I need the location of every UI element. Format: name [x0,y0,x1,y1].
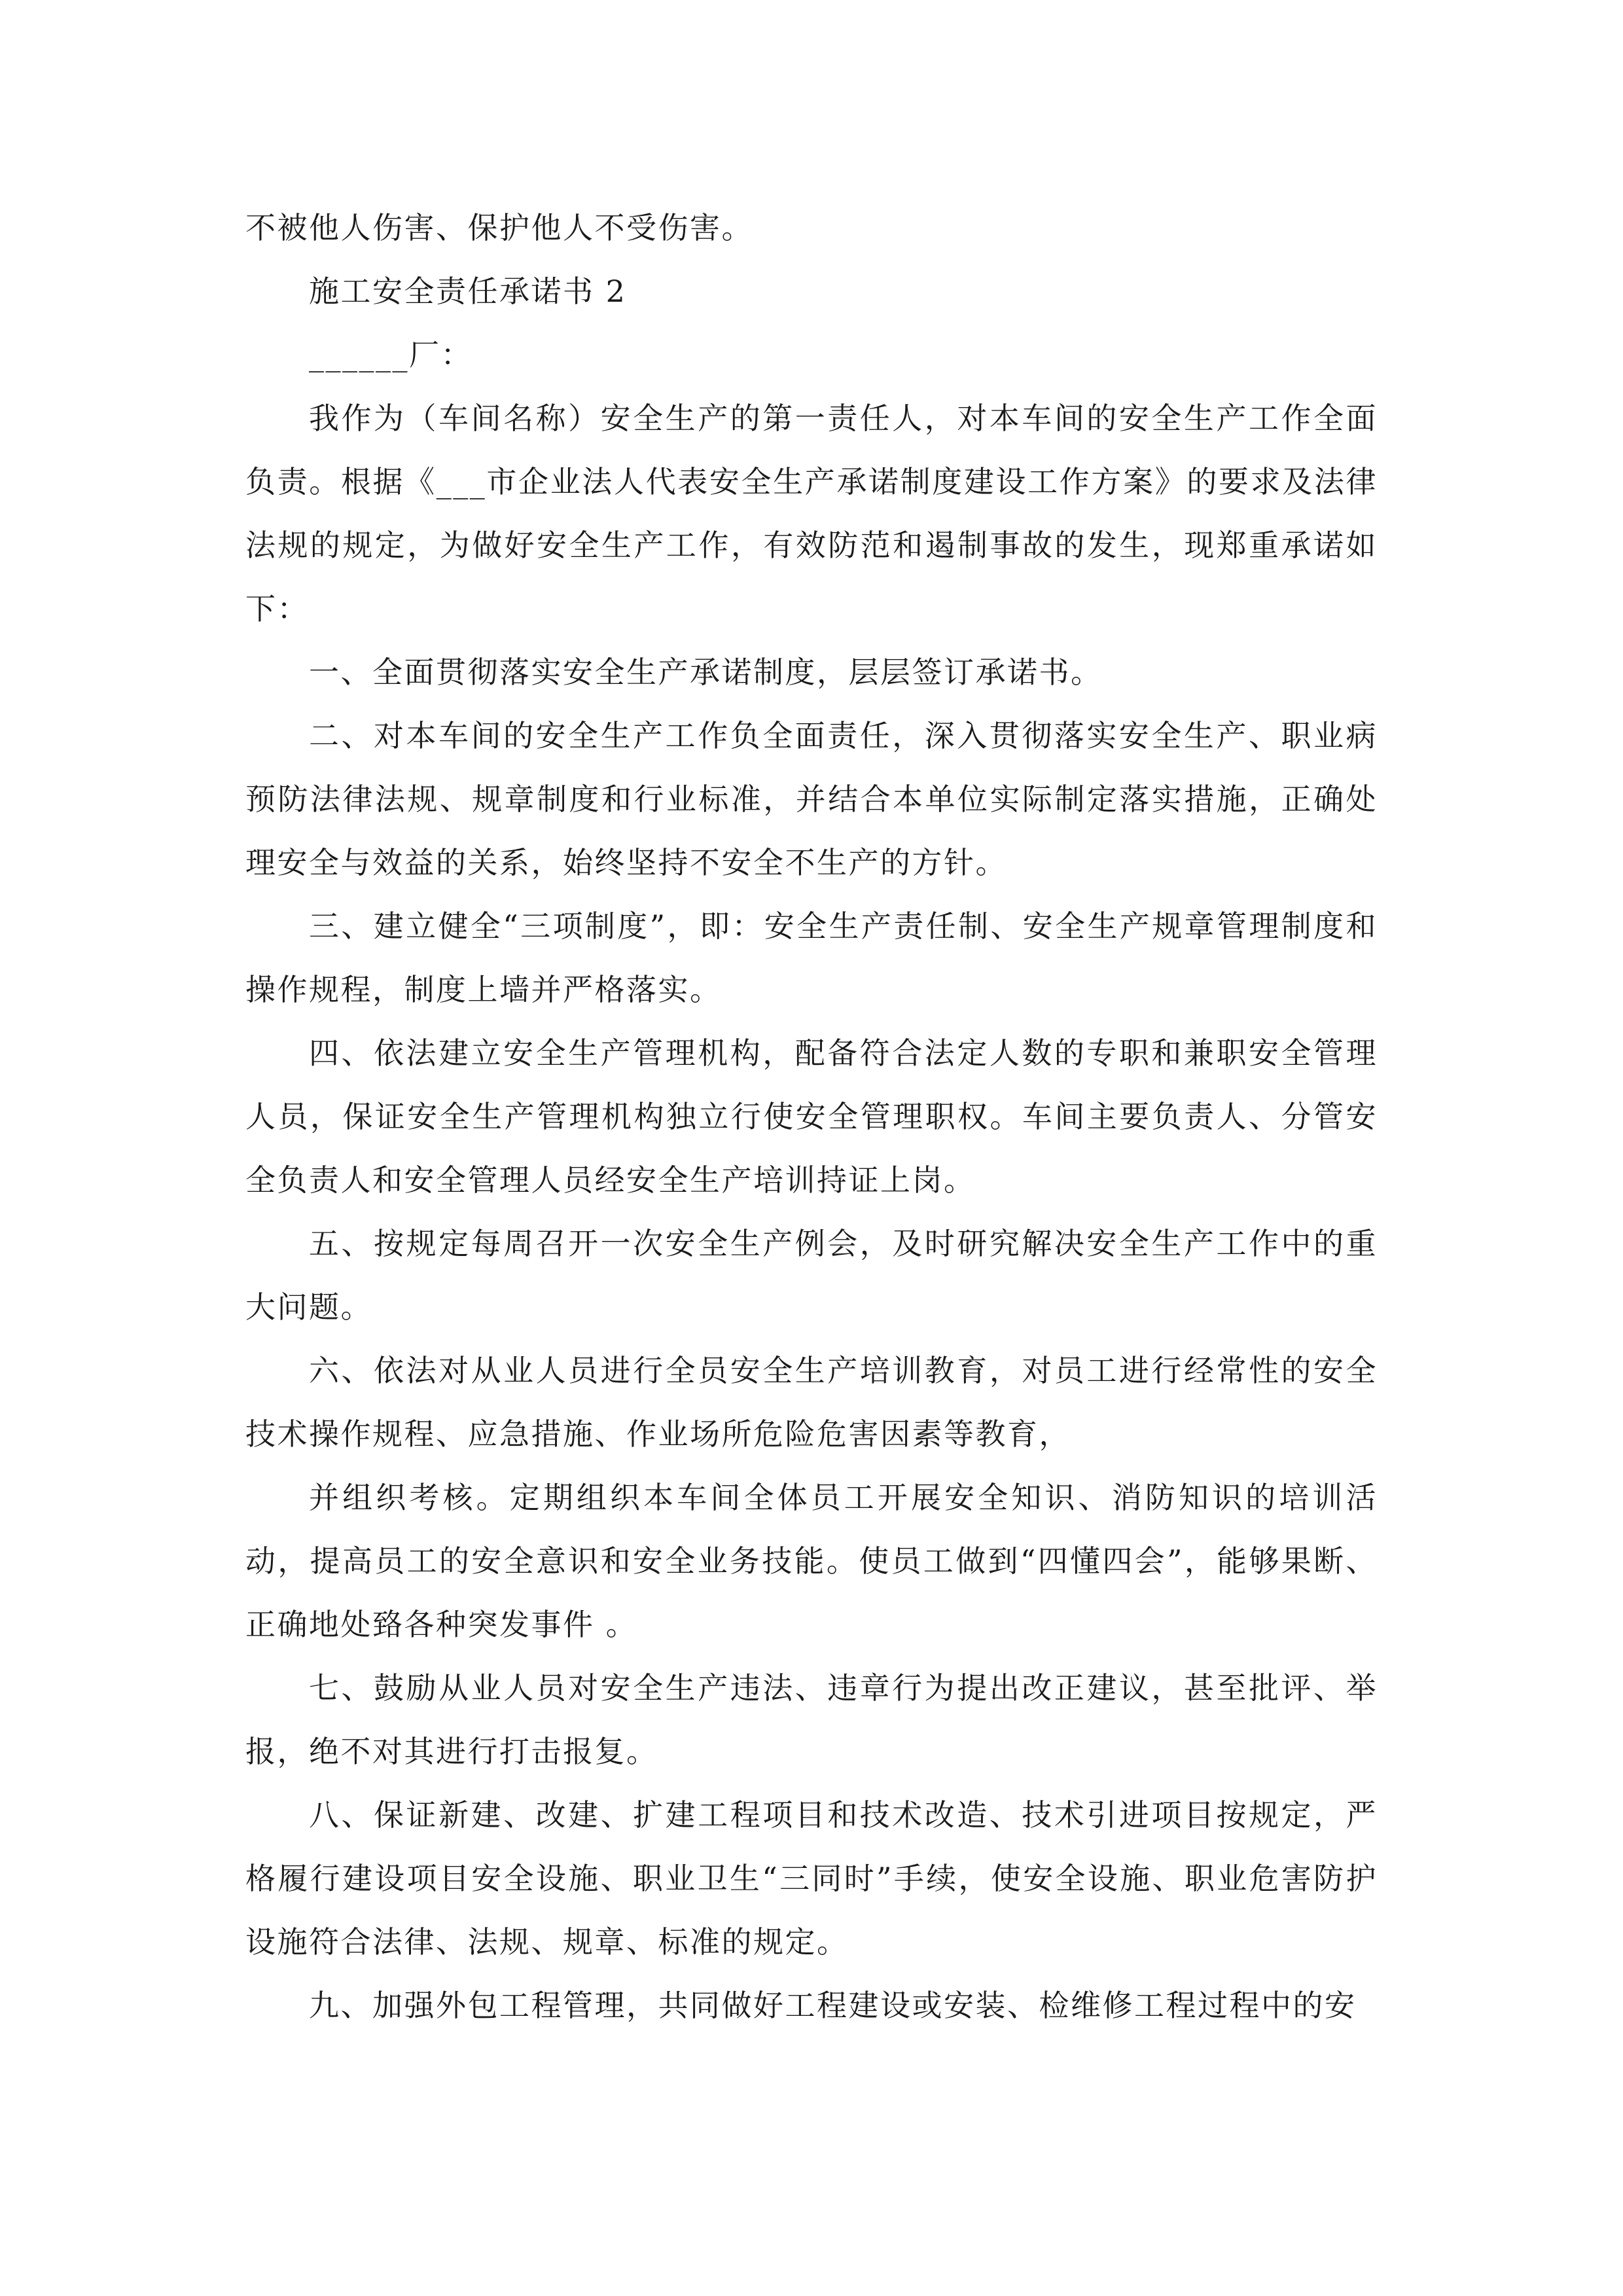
document-title: 施工安全责任承诺书 2 [309,274,627,309]
paragraph-item-8: 八、保证新建、改建、扩建工程项目和技术改造、技术引进项目按规定，严格履行建设项目安全设施、职业卫生“三同时”手续，使安全设施、职业危害防护设施符合法律、法规、规章、标准的规定。 [245,1797,1378,1960]
paragraph-item-9: 九、加强外包工程管理，共同做好工程建设或安装、检维修工程过程中的安 [309,1988,1357,2023]
paragraph-item-7: 七、鼓励从业人员对安全生产违法、违章行为提出改正建议，甚至批评、举报，绝不对其进行打击报复。 [245,1670,1378,1769]
continuation-text: 不被他人伤害、保护他人不受伤害。 [245,210,753,245]
paragraph-item-6: 六、依法对从业人员进行全员安全生产培训教育，对员工进行经常性的安全技术操作规程、应急措施、作业场所危险危害因素等教育， [245,1353,1378,1452]
paragraph-item-6-cont: 并组织考核。定期组织本车间全体员工开展安全知识、消防知识的培训活动，提高员工的安全意识和安全业务技能。使员工做到“四懂四会”，能够果断、正确地处臵各种突发事件 。 [245,1480,1378,1642]
paragraph-item-5: 五、按规定每周召开一次安全生产例会，及时研究解决安全生产工作中的重大问题。 [245,1226,1378,1325]
paragraph-item-3: 三、建立健全“三项制度”，即：安全生产责任制、安全生产规章管理制度和操作规程，制度上墙并严格落实。 [245,908,1378,1007]
paragraph-intro: 我作为（车间名称）安全生产的第一责任人，对本车间的安全生产工作全面负责。根据《___市企业法人代表安全生产承诺制度建设工作方案》的要求及法律法规的规定，为做好安全生产工作，有效防范和遏制事故的发生，现郑重承诺如下： [245,401,1378,626]
paragraph-item-2: 二、对本车间的安全生产工作负全面责任，深入贯彻落实安全生产、职业病预防法律法规、规章制度和行业标准，并结合本单位实际制定落实措施，正确处理安全与效益的关系，始终坚持不安全不生产的方针。 [245,718,1378,880]
document-body [245,196,1378,2037]
salutation: ______厂： [309,337,473,372]
paragraph-item-4: 四、依法建立安全生产管理机构，配备符合法定人数的专职和兼职安全管理人员，保证安全生产管理机构独立行使安全管理职权。车间主要负责人、分管安全负责人和安全管理人员经安全生产培训持证上岗。 [245,1035,1378,1198]
paragraph-item-1: 一、全面贯彻落实安全生产承诺制度，层层签订承诺书。 [309,655,1103,690]
